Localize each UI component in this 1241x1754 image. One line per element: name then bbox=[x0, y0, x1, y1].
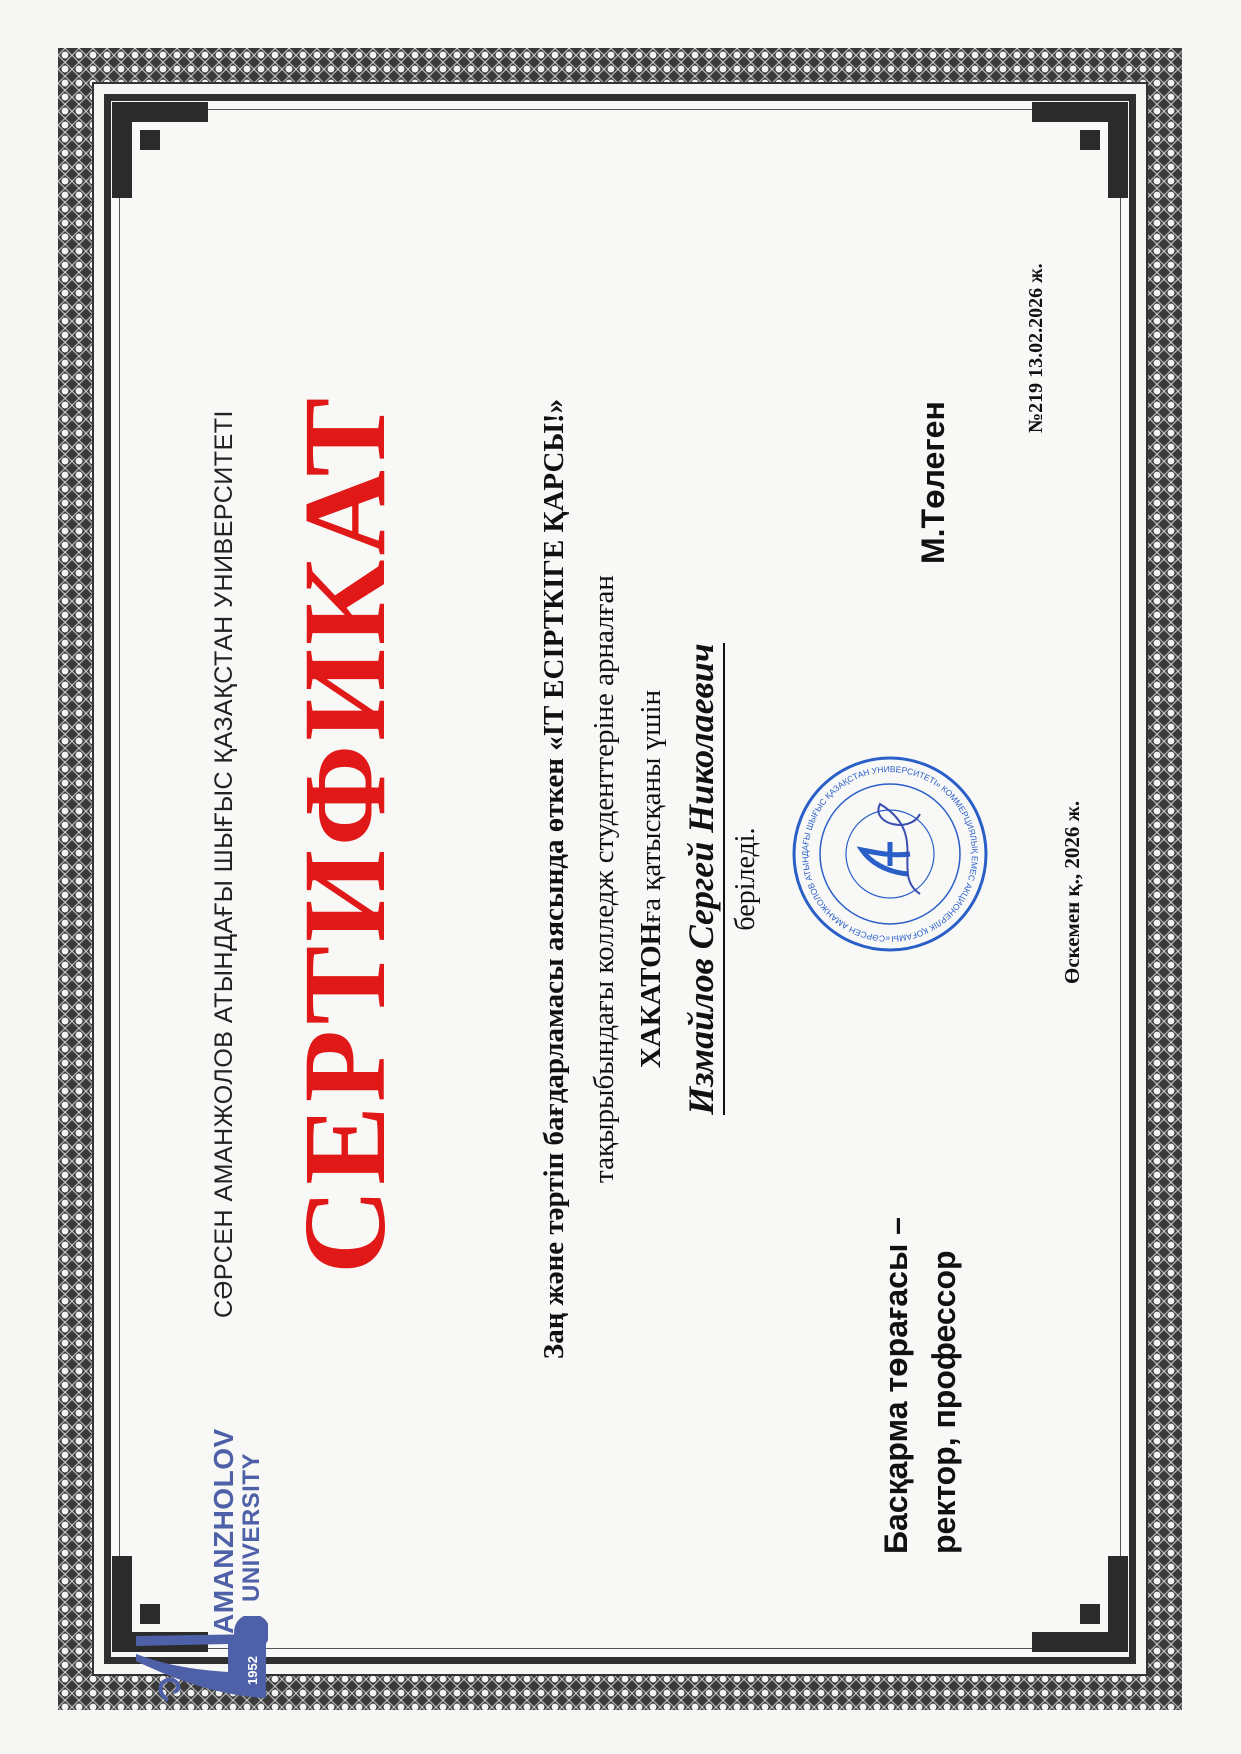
recipient-name-text: Измайлов Сергей Николаевич bbox=[681, 643, 725, 1114]
body-line-2: тақырыбындағы колледж студенттеріне арналған bbox=[588, 575, 620, 1183]
university-name: СӘРСЕН АМАНЖОЛОВ АТЫНДАҒЫ ШЫҒЫС ҚАЗАҚСТАН УНИВЕРСИТЕТІ bbox=[210, 410, 238, 1318]
body-line-1: Заң және тәртіп бағдарламасы аясында өткен «IT ЕСІРТКІГЕ ҚАРСЫ!» bbox=[538, 398, 570, 1360]
signer-position-line-1: Басқарма төрағасы – bbox=[878, 1217, 914, 1554]
hackathon-word: ХАКАТОН bbox=[635, 922, 667, 1069]
stamp-text: «СӘРСЕН АМАНЖОЛОВ АТЫНДАҒЫ ШЫҒЫС ҚАЗАҚСТАН УНИВЕРСИТЕТІ» КОММЕРЦИЯЛЫҚ ЕМЕС АКЦИОНЕРЛІК ҚОҒАМЫ bbox=[799, 763, 981, 945]
given-text: беріледі. bbox=[730, 827, 761, 931]
body-line-3 bbox=[637, 304, 666, 1454]
city-date: Өскемен қ., 2026 ж. bbox=[1060, 800, 1084, 984]
signer-position-line-2: ректор, профессор bbox=[926, 1250, 962, 1554]
certificate-title: СЕРТИФИКАТ bbox=[279, 393, 410, 1274]
signer-name: М.Төлеген bbox=[915, 401, 951, 564]
logo-year: 1952 bbox=[245, 1656, 260, 1685]
recipient-name bbox=[683, 604, 719, 1154]
signer-position bbox=[872, 1217, 968, 1554]
logo-text-amanzholov: AMANZHOLOV bbox=[208, 1428, 239, 1634]
body-line-3-rest: ға қатысқаны үшін bbox=[635, 689, 667, 923]
official-stamp-icon bbox=[790, 754, 990, 954]
logo-text-university: UNIVERSITY bbox=[238, 1452, 265, 1602]
document-number: №219 13.02.2026 ж. bbox=[1025, 263, 1047, 433]
